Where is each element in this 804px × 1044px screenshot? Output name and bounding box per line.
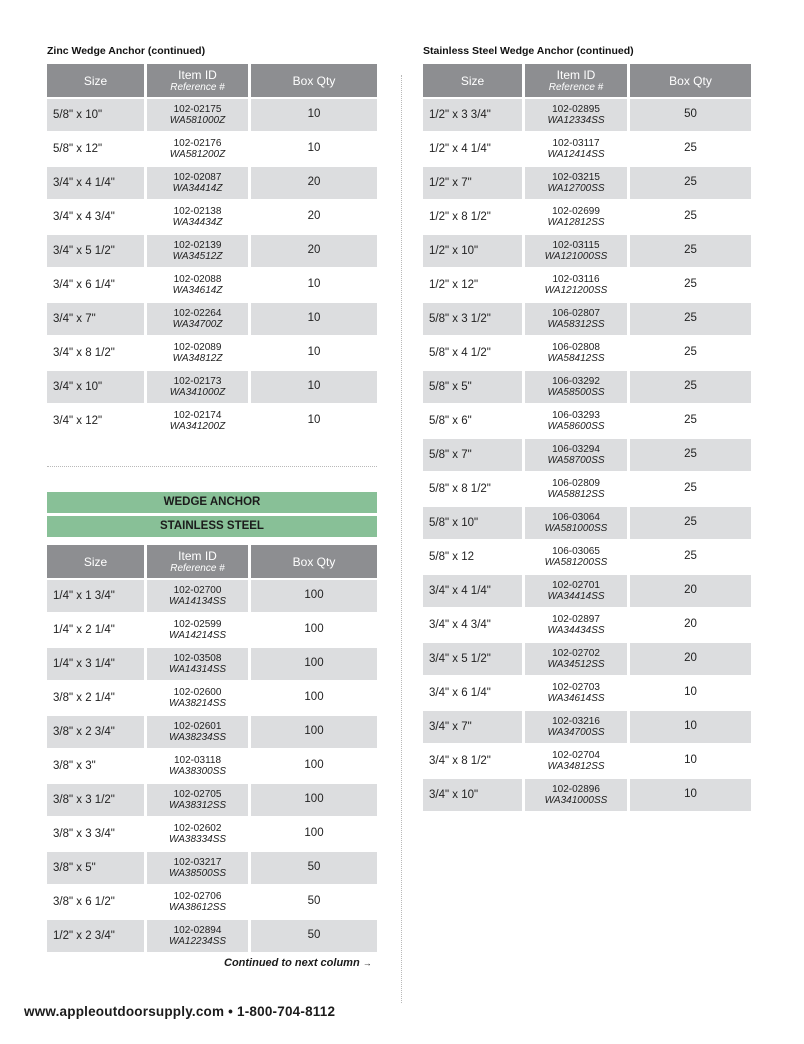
size-cell: 5/8" x 10" [47,99,144,131]
size-cell: 5/8" x 6" [429,415,472,427]
item-id-cell [525,677,627,709]
item-id-cell [525,541,627,573]
table-row [423,371,751,403]
table-row [47,818,377,850]
continued-text: Continued to next column [224,957,360,969]
reference-value: WA58812SS [547,489,605,500]
box-qty-cell: 100 [304,827,324,839]
size-cell: 1/4" x 3 1/4" [47,648,144,680]
reference-value: WA341000SS [544,795,608,806]
box-qty-cell: 50 [630,99,751,131]
reference-value: WA14134SS [168,596,227,607]
reference-value: WA14214SS [168,630,227,641]
table-row [423,779,751,811]
item-id-value: 102-02174 [173,410,222,421]
reference-value: WA121000SS [544,251,608,262]
item-id-cell [147,886,248,918]
size-cell: 3/4" x 6 1/4" [53,279,115,291]
size-cell: 5/8" x 4 1/2" [429,347,491,359]
item-id-cell [525,711,627,743]
item-id-cell [525,303,627,335]
table-row [47,269,377,301]
item-id-cell [525,507,627,539]
reference-value: WA34512SS [547,659,605,670]
box-qty-cell: 50 [251,852,377,884]
size-cell: 3/8" x 6 1/2" [53,896,115,908]
item-id-cell [147,99,248,131]
table-row [423,677,751,709]
item-id-value: 102-02175 [173,104,222,115]
reference-value: WA12334SS [547,115,605,126]
zinc-wedge-anchor-table [44,62,380,439]
table-row [47,682,377,714]
item-id-value: 102-02699 [552,206,600,217]
size-cell: 3/8" x 3" [53,760,96,772]
item-id-value: 102-02702 [552,648,600,659]
item-id-value: 102-02703 [552,682,600,693]
reference-value: WA58412SS [547,353,605,364]
box-qty-cell: 20 [307,210,321,222]
box-qty-header: Box Qty [251,545,377,578]
item-id-value: 102-02087 [173,172,222,183]
item-id-cell [147,167,248,199]
reference-value: WA58700SS [547,455,605,466]
size-cell: 5/8" x 12 [429,551,475,563]
size-cell: 3/4" x 12" [53,415,103,427]
item-id-value: 106-03065 [552,546,600,557]
reference-label: Reference # [170,562,225,574]
table-row [423,439,751,471]
item-id-value: 102-03217 [173,857,222,868]
size-cell: 3/4" x 7" [47,303,144,335]
table-row [47,784,377,816]
reference-value: WA341000Z [169,387,226,398]
box-qty-cell: 20 [251,167,377,199]
footer-contact: www.appleoutdoorsupply.com • 1-800-704-8112 [24,1004,336,1019]
size-cell: 1/2" x 2 3/4" [47,920,144,952]
table-row [423,507,751,539]
table-row [47,716,377,748]
size-header: Size [47,64,144,97]
box-qty-cell: 25 [684,414,697,426]
table-row [47,405,377,437]
item-id-cell [525,609,627,641]
item-id-cell [147,371,248,403]
box-qty-cell: 25 [684,550,697,562]
table-row [47,750,377,782]
item-id-header [147,545,248,578]
stainless-wedge-anchor-table-right [420,62,754,813]
item-id-value: 106-03064 [552,512,600,523]
item-id-value: 102-02600 [173,687,222,698]
box-qty-cell: 100 [304,759,324,771]
item-id-value: 102-02704 [552,750,600,761]
box-qty-cell: 25 [684,482,697,494]
box-qty-cell: 25 [684,142,697,154]
table-row [423,201,751,233]
box-qty-cell: 10 [307,346,321,358]
reference-value: WA121200SS [544,285,608,296]
size-header: Size [47,545,144,578]
box-qty-cell: 25 [684,278,697,290]
item-id-cell [147,269,248,301]
item-id-value: 102-03216 [552,716,600,727]
item-id-header [147,64,248,97]
size-cell: 3/4" x 5 1/2" [423,643,522,675]
size-cell: 1/2" x 7" [423,167,522,199]
banner-stainless-steel: STAINLESS STEEL [47,516,377,537]
stainless-section-title: Stainless Steel Wedge Anchor (continued) [423,45,634,57]
column-divider-dotted [401,75,402,1003]
size-cell: 3/8" x 5" [47,852,144,884]
reference-value: WA581200Z [169,149,226,160]
size-cell: 1/2" x 10" [423,235,522,267]
size-cell: 5/8" x 12" [53,143,103,155]
box-qty-header: Box Qty [251,64,377,97]
box-qty-cell: 10 [307,278,321,290]
reference-value: WA581000SS [544,523,608,534]
item-id-cell [525,575,627,607]
size-cell: 3/4" x 10" [47,371,144,403]
box-qty-cell: 100 [251,580,377,612]
item-id-label: Item ID [178,67,217,82]
size-header: Size [423,64,522,97]
item-id-cell [525,201,627,233]
reference-value: WA341200Z [169,421,226,432]
reference-value: WA581200SS [544,557,608,568]
box-qty-cell: 20 [630,643,751,675]
table-row [423,711,751,743]
size-cell: 3/4" x 7" [423,711,522,743]
item-id-value: 102-02601 [173,721,222,732]
reference-value: WA34700Z [172,319,223,330]
item-id-value: 102-03115 [552,240,600,251]
reference-value: WA58500SS [547,387,605,398]
box-qty-cell: 50 [307,895,321,907]
table-row [47,167,377,199]
item-id-cell [147,920,248,952]
size-cell: 3/8" x 2 1/4" [53,692,115,704]
reference-value: WA34414SS [547,591,605,602]
table-row [47,303,377,335]
table-row [47,371,377,403]
table-row [423,303,751,335]
item-id-value: 102-02897 [552,614,600,625]
box-qty-cell: 100 [304,691,324,703]
reference-value: WA12234SS [168,936,227,947]
item-id-cell [147,750,248,782]
box-qty-cell: 100 [251,784,377,816]
size-cell: 3/4" x 5 1/2" [47,235,144,267]
item-id-value: 102-02139 [173,240,222,251]
table-row [423,609,751,641]
table-row [47,337,377,369]
reference-value: WA58312SS [547,319,605,330]
box-qty-cell: 10 [630,711,751,743]
item-id-cell [147,784,248,816]
table-row [47,235,377,267]
box-qty-cell: 25 [684,210,697,222]
stainless-wedge-anchor-table-left [44,543,380,954]
box-qty-header: Box Qty [630,64,751,97]
item-id-cell [147,303,248,335]
item-id-cell [147,852,248,884]
box-qty-cell: 25 [684,346,697,358]
item-id-cell [525,99,627,131]
item-id-value: 102-02176 [173,138,222,149]
item-id-cell [525,643,627,675]
item-id-cell [525,371,627,403]
box-qty-cell: 20 [630,575,751,607]
item-id-header [525,64,627,97]
item-id-cell [147,648,248,680]
item-id-value: 102-02602 [173,823,222,834]
zinc-section-title: Zinc Wedge Anchor (continued) [47,45,206,57]
reference-value: WA34812SS [547,761,605,772]
box-qty-cell: 25 [630,167,751,199]
table-row [423,575,751,607]
box-qty-cell: 10 [684,686,697,698]
reference-value: WA38500SS [168,868,227,879]
box-qty-cell: 10 [251,99,377,131]
size-cell: 1/4" x 2 1/4" [53,624,115,636]
reference-value: WA581000Z [169,115,226,126]
item-id-value: 106-02808 [552,342,600,353]
item-id-value: 102-03508 [173,653,222,664]
item-id-cell [525,235,627,267]
size-cell: 1/2" x 4 1/4" [429,143,491,155]
size-cell: 5/8" x 8 1/2" [429,483,491,495]
box-qty-cell: 25 [630,235,751,267]
reference-label: Reference # [548,81,604,93]
item-id-value: 102-02896 [552,784,600,795]
item-id-cell [147,405,248,437]
item-id-value: 102-02700 [173,585,222,596]
box-qty-cell: 100 [304,623,324,635]
item-id-value: 102-03215 [552,172,600,183]
box-qty-cell: 10 [251,371,377,403]
reference-value: WA34512Z [172,251,223,262]
reference-value: WA34812Z [172,353,223,364]
size-cell: 3/4" x 4 1/4" [423,575,522,607]
item-id-cell [525,337,627,369]
table-row [423,337,751,369]
item-id-value: 102-03118 [173,755,222,766]
item-id-cell [147,716,248,748]
size-cell: 3/4" x 6 1/4" [429,687,491,699]
table-row [423,745,751,777]
table-row [423,133,751,165]
table-row [423,541,751,573]
box-qty-cell: 100 [251,648,377,680]
size-cell: 3/4" x 8 1/2" [429,755,491,767]
item-id-cell [525,405,627,437]
table-row [423,269,751,301]
size-cell: 3/8" x 2 3/4" [47,716,144,748]
item-id-cell [147,580,248,612]
box-qty-cell: 10 [251,303,377,335]
item-id-value: 106-02809 [552,478,600,489]
table-row [47,920,377,952]
table-row [47,201,377,233]
item-id-value: 102-02895 [552,104,600,115]
reference-value: WA38234SS [168,732,227,743]
box-qty-cell: 50 [251,920,377,952]
box-qty-cell: 20 [251,235,377,267]
item-id-cell [147,201,248,233]
table-row [423,473,751,505]
table-row [47,648,377,680]
item-id-cell [147,818,248,850]
reference-value: WA34700SS [547,727,605,738]
size-cell: 5/8" x 5" [423,371,522,403]
continued-note [224,957,372,969]
size-cell: 1/2" x 3 3/4" [423,99,522,131]
size-cell: 3/4" x 4 1/4" [47,167,144,199]
item-id-cell [147,614,248,646]
section-divider-dotted [47,466,377,467]
table-row [423,235,751,267]
reference-value: WA34434SS [547,625,605,636]
item-id-value: 106-02807 [552,308,600,319]
box-qty-cell: 25 [630,507,751,539]
item-id-cell [525,269,627,301]
item-id-cell [525,439,627,471]
reference-value: WA38300SS [168,766,227,777]
item-id-value: 102-02264 [173,308,222,319]
table-row [47,99,377,131]
reference-value: WA14314SS [168,664,227,675]
table-row [47,133,377,165]
reference-value: WA12700SS [547,183,605,194]
item-id-label: Item ID [178,548,217,563]
table-row [47,886,377,918]
item-id-cell [525,745,627,777]
item-id-value: 102-02599 [173,619,222,630]
reference-value: WA12812SS [547,217,605,228]
box-qty-cell: 10 [307,142,321,154]
table-row [47,614,377,646]
reference-value: WA38612SS [168,902,227,913]
item-id-value: 102-02089 [173,342,222,353]
size-cell: 1/2" x 8 1/2" [429,211,491,223]
reference-value: WA34414Z [172,183,223,194]
item-id-value: 106-03293 [552,410,600,421]
size-cell: 5/8" x 10" [423,507,522,539]
box-qty-cell: 10 [684,754,697,766]
item-id-cell [147,337,248,369]
box-qty-cell: 10 [630,779,751,811]
item-id-cell [525,473,627,505]
item-id-value: 102-03116 [552,274,600,285]
item-id-value: 102-03117 [552,138,600,149]
item-id-cell [147,235,248,267]
box-qty-cell: 10 [307,414,321,426]
arrow-right-icon: → [362,958,372,968]
banner-wedge-anchor: WEDGE ANCHOR [47,492,377,513]
item-id-cell [525,779,627,811]
size-cell: 3/8" x 3 3/4" [53,828,115,840]
item-id-value: 102-02894 [173,925,222,936]
item-id-cell [147,682,248,714]
item-id-value: 102-02138 [173,206,222,217]
reference-value: WA38214SS [168,698,227,709]
size-cell: 3/4" x 8 1/2" [53,347,115,359]
reference-value: WA34614Z [172,285,223,296]
item-id-cell [525,167,627,199]
item-id-value: 106-03294 [552,444,600,455]
table-row [423,643,751,675]
table-row [423,167,751,199]
table-row [423,99,751,131]
item-id-value: 106-03292 [552,376,600,387]
item-id-value: 102-02701 [552,580,600,591]
reference-value: WA58600SS [547,421,605,432]
reference-value: WA34434Z [172,217,223,228]
size-cell: 5/8" x 7" [423,439,522,471]
table-row [47,852,377,884]
box-qty-cell: 25 [630,303,751,335]
box-qty-cell: 20 [684,618,697,630]
size-cell: 5/8" x 3 1/2" [423,303,522,335]
box-qty-cell: 25 [630,439,751,471]
reference-value: WA12414SS [547,149,605,160]
size-cell: 3/4" x 10" [423,779,522,811]
item-id-value: 102-02173 [173,376,222,387]
reference-value: WA38312SS [168,800,227,811]
item-id-value: 102-02706 [173,891,222,902]
item-id-value: 102-02705 [173,789,222,800]
size-cell: 1/2" x 12" [429,279,479,291]
item-id-value: 102-02088 [173,274,222,285]
box-qty-cell: 100 [251,716,377,748]
reference-label: Reference # [170,81,225,93]
size-cell: 3/8" x 3 1/2" [47,784,144,816]
size-cell: 3/4" x 4 3/4" [429,619,491,631]
size-cell: 1/4" x 1 3/4" [47,580,144,612]
size-cell: 3/4" x 4 3/4" [53,211,115,223]
reference-value: WA34614SS [547,693,605,704]
item-id-cell [147,133,248,165]
table-row [423,405,751,437]
table-row [47,580,377,612]
reference-value: WA38334SS [168,834,227,845]
box-qty-cell: 25 [630,371,751,403]
item-id-cell [525,133,627,165]
item-id-label: Item ID [556,67,596,82]
